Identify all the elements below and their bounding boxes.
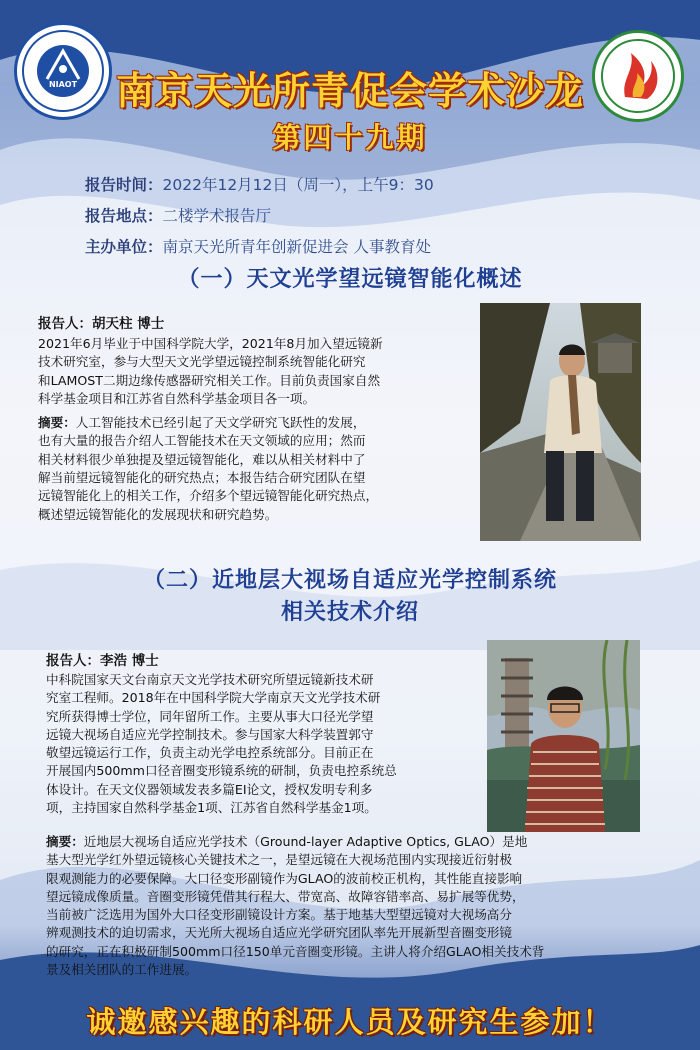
info-place	[85, 204, 271, 226]
talk2-abstract	[46, 833, 666, 979]
talk2-bio-line: 体设计。在天文仪器领域发表多篇EI论文，授权发明专利多	[46, 781, 373, 797]
talk2-abstract-line: 近地层大视场自适应光学技术（Ground-layer Adaptive Optics, GLAO）是地	[83, 834, 528, 849]
talk2-bio-line: 究室工程师。2018年在中国科学院大学南京天文光学技术研	[46, 690, 381, 706]
talk1-text	[38, 312, 476, 524]
issue-number: 第四十九期	[272, 121, 428, 154]
speaker1-photo	[480, 303, 641, 541]
info-host	[85, 235, 431, 257]
talk2-abstract-line: 景及相关团队的工作进展。	[46, 962, 198, 978]
talk1-bio-line: 2021年6月毕业于中国科学院大学，2021年8月加入望远镜新	[38, 336, 383, 351]
talk1-abstract-line: 远镜智能化上的相关工作，介绍多个望远镜智能化研究热点，	[38, 488, 379, 504]
niaot-logo-text: NIAOT	[48, 80, 78, 89]
host-label: 主办单位：	[85, 238, 163, 256]
talk1-abstract-line: 概述望远镜智能化的发展现状和研究趋势。	[38, 506, 278, 522]
talk2-abstract-line: 基大型光学红外望远镜核心关键技术之一，是望远镜在大视场范围内实现接近衍射极	[46, 852, 512, 868]
talk2-bio-line: 项，主持国家自然科学基金1项、江苏省自然科学基金1项。	[46, 800, 377, 816]
talk2-speaker: 报告人：李浩 博士	[46, 653, 159, 669]
speaker2-photo	[487, 640, 640, 832]
talk1-bio-line: 和LAMOST二期边缘传感器研究相关工作。目前负责国家自然	[38, 372, 381, 388]
talk2-abstract-line: 当前被广泛选用为国外大口径变形副镜设计方案。基于地基大型望远镜对大视场高分	[46, 907, 512, 923]
time-value: 2022年12月12日（周一），上午9：30	[162, 176, 434, 194]
talk1-abstract-label: 摘要：	[38, 415, 76, 431]
talk2-title-line1: （二）近地层大视场自适应光学控制系统	[142, 568, 557, 593]
poster-title: 南京天光所青促会学术沙龙	[115, 68, 584, 113]
talk2-text	[46, 649, 484, 817]
talk1-bio	[38, 335, 476, 408]
talk1-abstract	[38, 414, 476, 524]
talk2-bio-line: 究所获得博士学位，同年留所工作。主要从事大口径光学望	[46, 708, 374, 724]
talk2-bio-line: 开展国内500mm口径音圈变形镜系统的研制，负责电控系统总	[46, 763, 397, 779]
talk2-abstract-line: 的研究，正在积极研制500mm口径150单元音圈变形镜。主讲人将介绍GLAO相关技术背	[46, 943, 545, 959]
talk2-bio-line: 远镜大视场自适应光学控制技术。参与国家大科学装置郭守	[46, 726, 374, 742]
talk2-abstract-line: 限观测能力的必要保障。大口径变形副镜作为GLAO的波前校正机构，其性能直接影响	[46, 870, 523, 886]
talk1-abstract-line: 也有大量的报告介绍人工智能技术在天文领域的应用；然而	[38, 433, 366, 449]
talk1-abstract-line: 相关材料很少单独提及望远镜智能化，难以从相关材料中了	[38, 451, 366, 467]
time-label: 报告时间：	[85, 176, 163, 194]
place-value: 二楼学术报告厅	[162, 207, 272, 225]
host-value: 南京天光所青年创新促进会 人事教育处	[162, 238, 431, 256]
talk1-abstract-line: 人工智能技术已经引起了天文学研究飞跃性的发展，	[75, 415, 366, 431]
info-time	[85, 173, 434, 195]
talk2-bio-line: 敬望远镜运行工作，负责主动光学电控系统部分。目前正在	[46, 745, 374, 761]
talk1-title: （一）天文光学望远镜智能化概述	[177, 267, 523, 292]
talk1-abstract-line: 解当前望远镜智能化的研究热点；本报告结合研究团队在望	[38, 470, 366, 486]
talk2-bio-line: 中科院国家天文台南京天文光学技术研究所望远镜新技术研	[46, 672, 374, 687]
invitation-banner: 诚邀感兴趣的科研人员及研究生参加！	[86, 1005, 614, 1039]
place-label: 报告地点：	[85, 207, 163, 225]
talk1-bio-line: 技术研究室，参与大型天文光学望远镜控制系统智能化研究	[38, 354, 366, 370]
talk1-bio-line: 科学基金项目和江苏省自然科学基金项目各一项。	[38, 390, 316, 406]
talk2-title-line2: 相关技术介绍	[280, 600, 419, 625]
talk2-abstract-label: 摘要：	[46, 834, 84, 849]
talk2-bio	[46, 671, 484, 817]
talk1-speaker: 报告人：胡天柱 博士	[38, 316, 165, 332]
talk2-abstract-line: 望远镜成像质量。音圈变形镜凭借其行程大、带宽高、故障容错率高、易扩展等优势，	[46, 888, 525, 904]
talk2-abstract-line: 辨观测技术的迫切需求，天光所大视场自适应光学研究团队率先开展新型音圈变形镜	[46, 925, 512, 941]
